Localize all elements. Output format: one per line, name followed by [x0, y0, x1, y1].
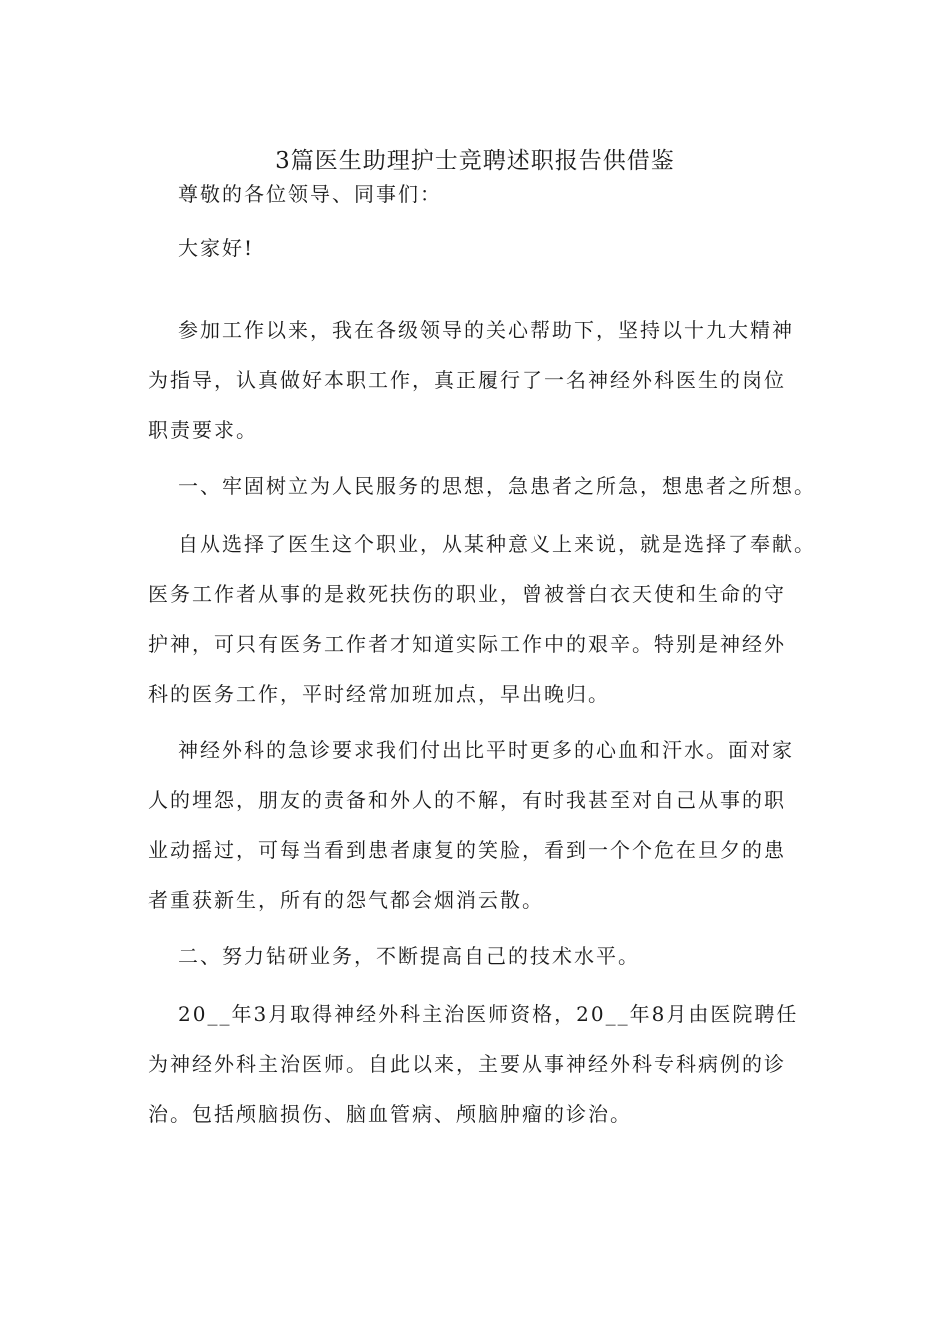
paragraph-line: 神经外科的急诊要求我们付出比平时更多的心血和汗水。面对家 — [178, 738, 794, 762]
document-title: 3篇医生助理护士竞聘述职报告供借鉴 — [275, 148, 675, 174]
greeting-line: 大家好! — [178, 236, 255, 260]
section-heading-1: 一、牢固树立为人民服务的思想，急患者之所急，想患者之所想。 — [178, 474, 816, 498]
paragraph-line: 业动摇过，可每当看到患者康复的笑脸，看到一个个危在旦夕的患 — [148, 838, 786, 862]
paragraph-line: 科的医务工作，平时经常加班加点，早出晚归。 — [148, 682, 610, 706]
paragraph-line: 护神，可只有医务工作者才知道实际工作中的艰辛。特别是神经外 — [148, 632, 786, 656]
paragraph-line: 职责要求。 — [148, 418, 258, 442]
paragraph-line: 自从选择了医生这个职业，从某种意义上来说，就是选择了奉献。 — [178, 532, 816, 556]
paragraph-line: 治。包括颅脑损伤、脑血管病、颅脑肿瘤的诊治。 — [148, 1102, 632, 1126]
paragraph-line: 者重获新生，所有的怨气都会烟消云散。 — [148, 888, 544, 912]
paragraph-line: 医务工作者从事的是救死扶伤的职业，曾被誉白衣天使和生命的守 — [148, 582, 786, 606]
paragraph-line: 为指导，认真做好本职工作，真正履行了一名神经外科医生的岗位 — [148, 368, 786, 392]
salutation-line: 尊敬的各位领导、同事们： — [178, 182, 442, 206]
paragraph-line: 20__年3月取得神经外科主治医师资格，20__年8月由医院聘任 — [178, 1002, 799, 1026]
paragraph-line: 参加工作以来，我在各级领导的关心帮助下，坚持以十九大精神 — [178, 318, 794, 342]
section-heading-2: 二、努力钻研业务，不断提高自己的技术水平。 — [178, 944, 640, 968]
paragraph-line: 为神经外科主治医师。自此以来，主要从事神经外科专科病例的诊 — [148, 1052, 786, 1076]
paragraph-line: 人的埋怨，朋友的责备和外人的不解，有时我甚至对自己从事的职 — [148, 788, 786, 812]
